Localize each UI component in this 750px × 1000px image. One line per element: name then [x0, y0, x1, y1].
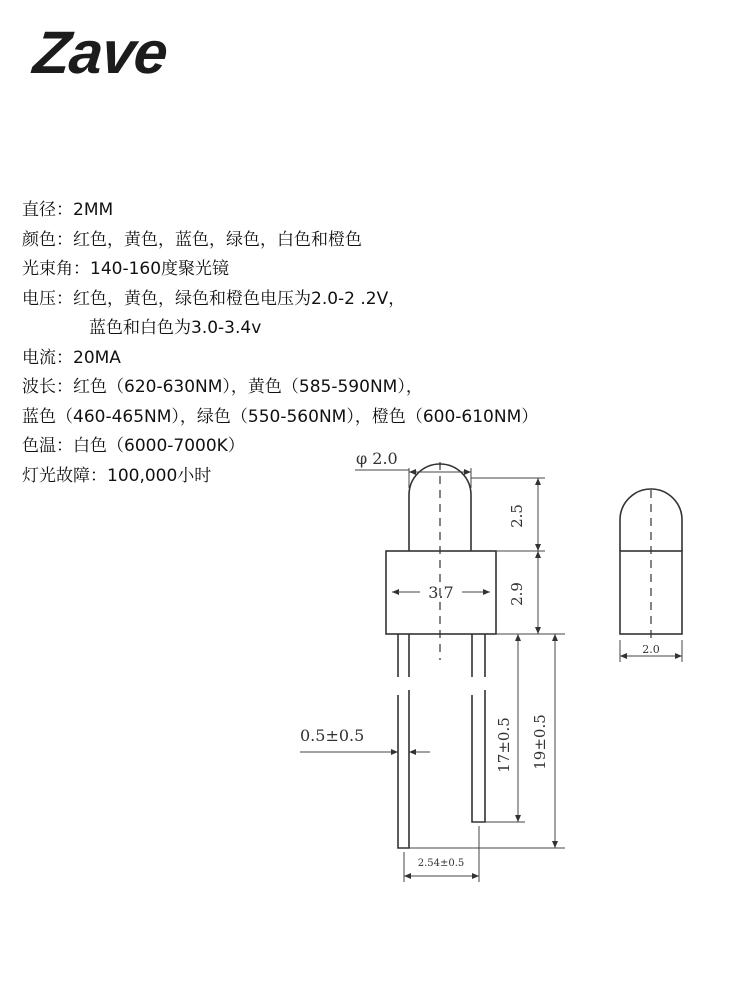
spec-wavelength: 波长：红色（620-630NM），黄色（585-590NM）， [22, 377, 423, 397]
lead-right-upper [472, 634, 485, 677]
dim-side-width: 2.0 [642, 643, 660, 656]
spec-current: 电流：20MA [22, 347, 121, 368]
spec-color-temp: 色温：白色（6000-7000K） [22, 436, 245, 456]
lead-left-lower [398, 690, 409, 848]
lead-left-upper [398, 634, 409, 677]
spec-voltage-cont: 蓝色和白色为3.0-3.4v [89, 318, 262, 338]
spec-beam-angle: 光束角：140-160度聚光镜 [22, 259, 230, 279]
dim-lead-spacing: 2.54±0.5 [417, 858, 465, 869]
dim-flange-width: 3.7 [428, 583, 454, 602]
spec-voltage: 电压：红色，黄色，绿色和橙色电压为2.0-2 .2V， [22, 288, 406, 309]
dim-long-lead: 19±0.5 [531, 714, 549, 770]
dim-diameter: φ 2.0 [356, 449, 398, 468]
dim-dome-height: 2.5 [508, 504, 526, 528]
spec-colors: 颜色：红色，黄色，蓝色，绿色，白色和橙色 [22, 229, 362, 250]
dim-lead-width: 0.5±0.5 [300, 726, 365, 745]
lead-right-lower [472, 690, 485, 822]
spec-wavelength-cont: 蓝色（460-465NM），绿色（550-560NM），橙色（600-610NM） [22, 406, 539, 427]
spec-lifetime: 灯光故障：100,000小时 [22, 465, 212, 486]
brand-logo: Zave [30, 19, 171, 86]
dim-flange-height: 2.9 [508, 582, 526, 606]
dim-short-lead: 17±0.5 [495, 717, 513, 773]
spec-diameter: 直径：2MM [22, 200, 114, 220]
